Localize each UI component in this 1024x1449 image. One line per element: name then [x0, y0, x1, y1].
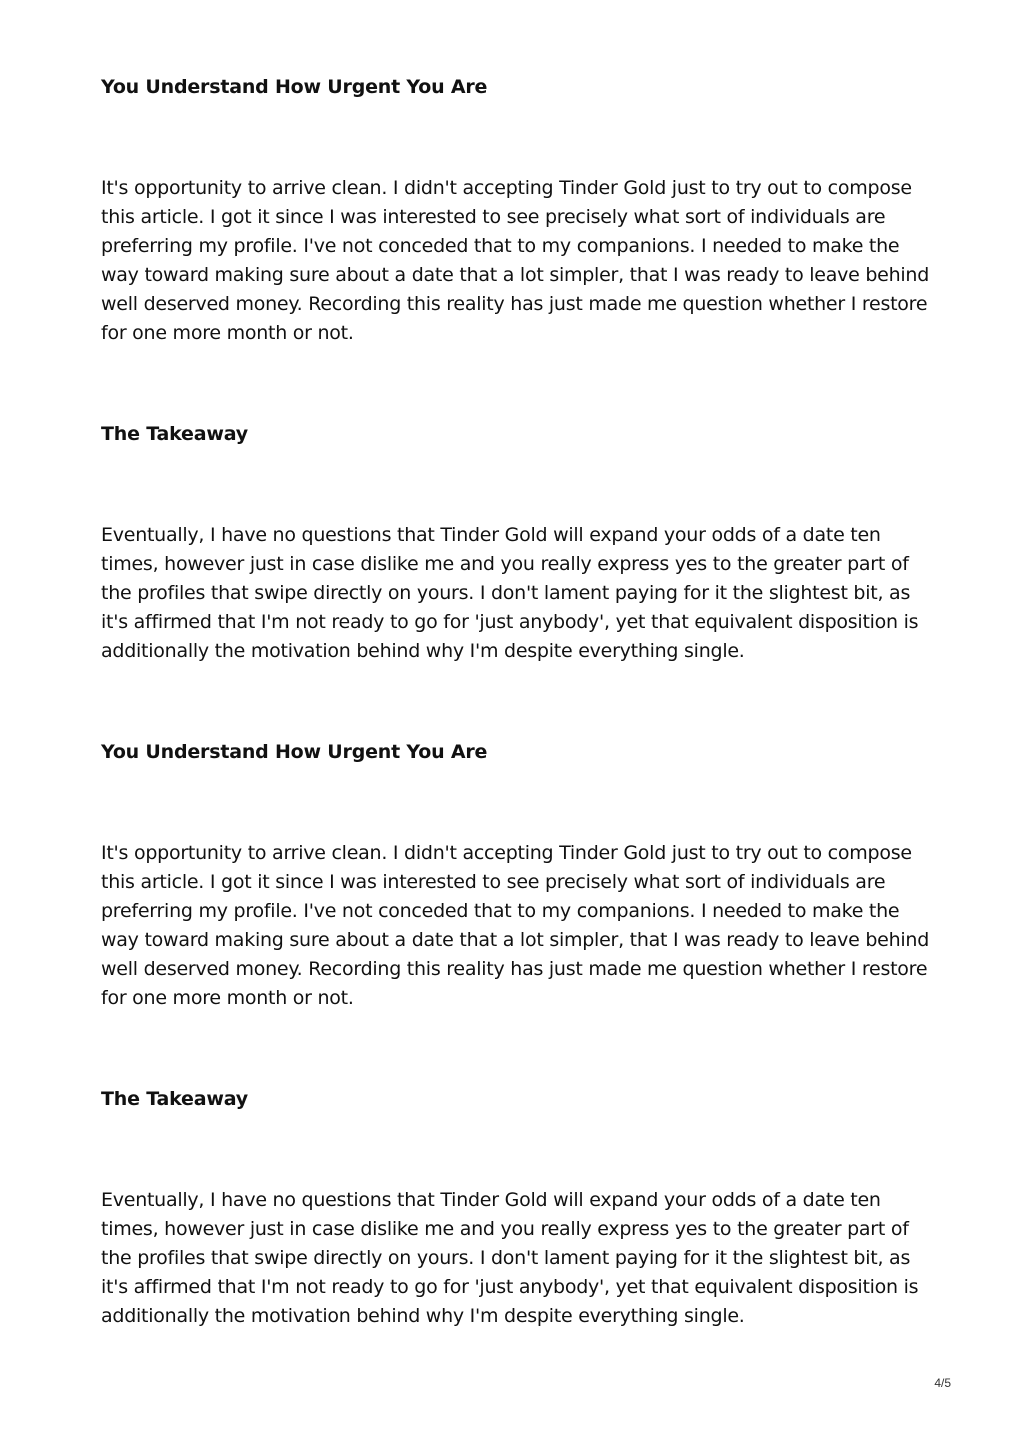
- section-paragraph: It's opportunity to arrive clean. I didn't accepting Tinder Gold just to try out to compose this article. I got it since I was interested to see precisely what sort of individuals are preferring my profile. I've not conceded that to my companions. I needed to make the way toward making sure about a date that a lot simpler, that I was ready to leave behind well deserved money. Recording this reality has just made me question whether I restore for one more month or not.: [101, 177, 929, 344]
- section-paragraph: It's opportunity to arrive clean. I didn't accepting Tinder Gold just to try out to compose this article. I got it since I was interested to see precisely what sort of individuals are preferring my profile. I've not conceded that to my companions. I needed to make the way toward making sure about a date that a lot simpler, that I was ready to leave behind well deserved money. Recording this reality has just made me question whether I restore for one more month or not.: [101, 842, 929, 1009]
- section-heading: You Understand How Urgent You Are: [101, 741, 488, 763]
- section-heading: The Takeaway: [101, 1088, 248, 1110]
- document-content: [101, 73, 933, 1331]
- page-number: 4/5: [934, 1376, 951, 1390]
- section-paragraph: Eventually, I have no questions that Tinder Gold will expand your odds of a date ten times, however just in case dislike me and you really express yes to the greater part of the profiles that swipe directly on yours. I don't lament paying for it the slightest bit, as it's affirmed that I'm not ready to go for 'just anybody', yet that equivalent disposition is additionally the motivation behind why I'm despite everything single.: [101, 1189, 919, 1327]
- section-paragraph: Eventually, I have no questions that Tinder Gold will expand your odds of a date ten times, however just in case dislike me and you really express yes to the greater part of the profiles that swipe directly on yours. I don't lament paying for it the slightest bit, as it's affirmed that I'm not ready to go for 'just anybody', yet that equivalent disposition is additionally the motivation behind why I'm despite everything single.: [101, 524, 919, 662]
- section-heading: You Understand How Urgent You Are: [101, 76, 488, 98]
- section-heading: The Takeaway: [101, 423, 248, 445]
